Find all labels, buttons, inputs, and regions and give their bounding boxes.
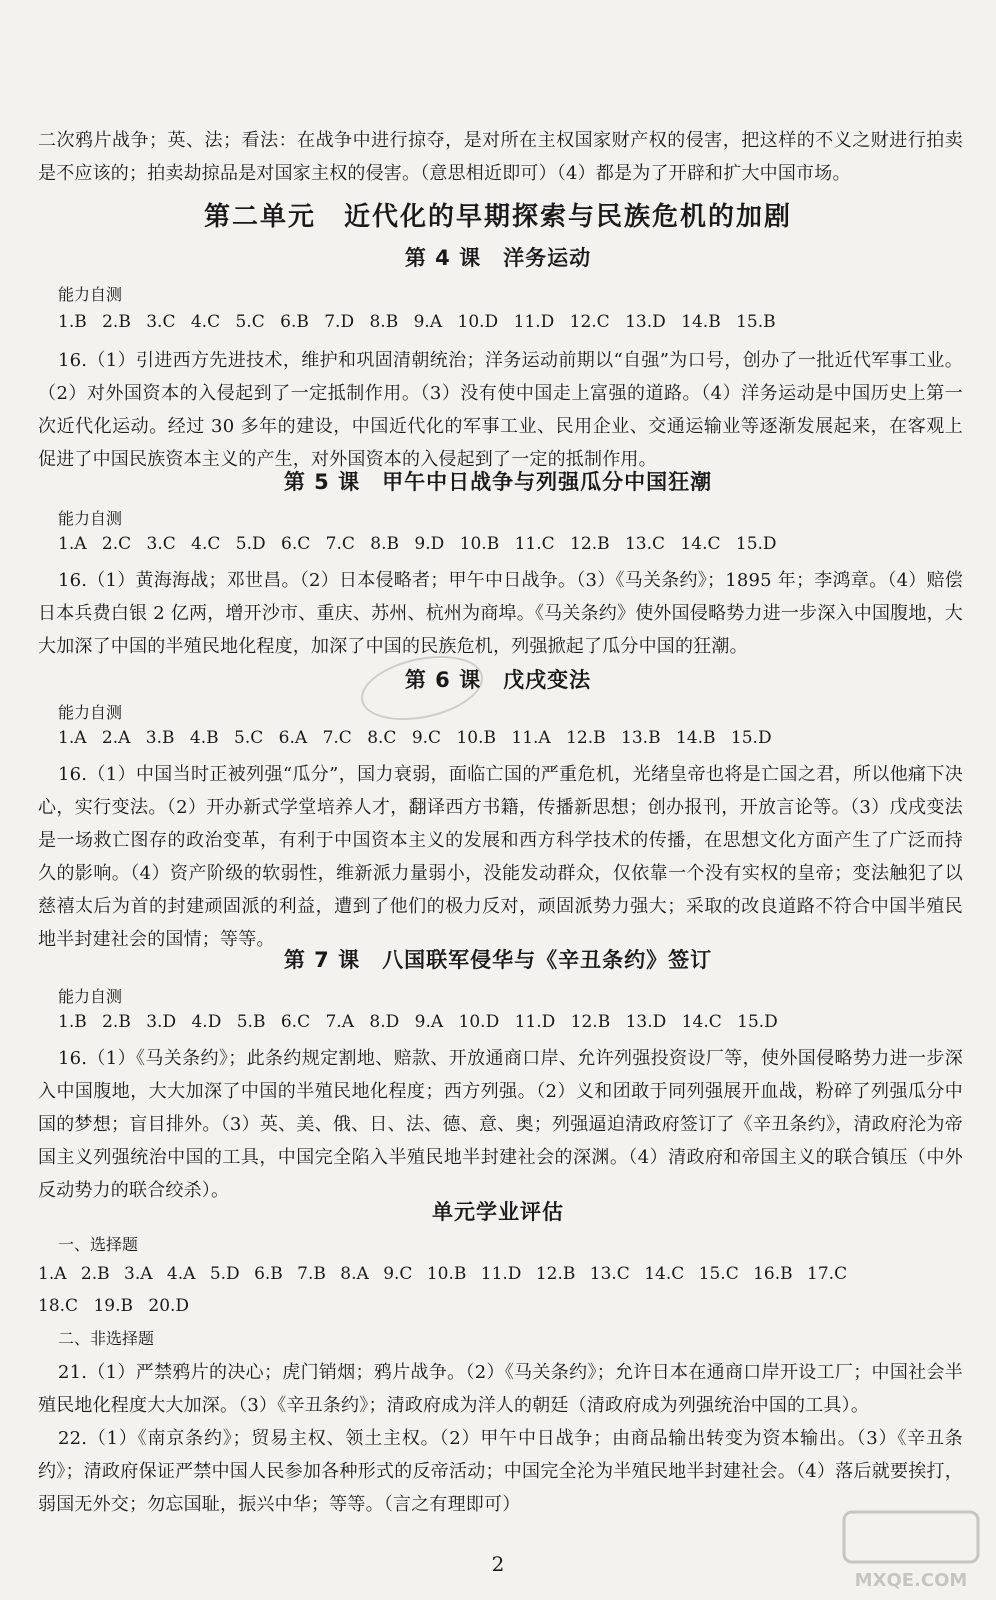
watermark-logo [836,1504,986,1594]
assessment-answers-line2: 18.C 19.B 20.D [38,1296,190,1316]
assessment-answers-line1: 1.A 2.B 3.A 4.A 5.D 6.B 7.B 8.A 9.C 10.B 11.D 12.B 13.C 14.C 15.C 16.B 17.C [38,1264,848,1284]
lesson7-subheading: 能力自测 [58,987,123,1006]
assessment-q21: 21.（1）严禁鸦片的决心；虎门销烟；鸦片战争。（2）《马关条约》；允许日本在通商口岸开设工厂；中国社会半殖民地化程度大大加深。（3）《辛丑条约》；清政府成为洋人的朝廷（清政府成为列强统治中国的工具）。 [38,1362,963,1416]
lesson4-title: 第 4 课 洋务运动 [404,246,592,270]
lesson5-subheading: 能力自测 [58,509,123,528]
lesson5-title: 第 5 课 甲午中日战争与列强瓜分中国狂潮 [283,470,713,494]
intro-paragraph: 二次鸦片战争；英、法；看法：在战争中进行掠夺，是对所在主权国家财产权的侵害，把这样的不义之财进行拍卖是不应该的；拍卖劫掠品是对国家主权的侵害。（意思相近即可）（4）都是为了开辟和扩大中国市场。 [38,130,963,184]
lesson4-subheading: 能力自测 [58,285,123,304]
assessment-q22: 22.（1）《南京条约》；贸易主权、领土主权。（2）甲午中日战争；由商品输出转变为资本输出。（3）《辛丑条约》；清政府保证严禁中国人民参加各种形式的反帝活动；中国完全沦为半殖民地半封建社会。（4）落后就要挨打，弱国无外交；勿忘国耻，振兴中华；等等。（言之有理即可） [38,1428,963,1515]
watermark-text: MXQE.COM [854,1570,968,1591]
lesson7-title: 第 7 课 八国联军侵华与《辛丑条约》签订 [283,948,713,972]
lesson6-q16: 16.（1）中国当时正被列强“瓜分”，国力衰弱，面临亡国的严重危机，光绪皇帝也将是亡国之君，所以他痛下决心，实行变法。（2）开办新式学堂培养人才，翻译西方书籍，传播新思想；创办报刊，开放言论等。（3）戊戌变法是一场救亡图存的政治变革，有利于中国资本主义的发展和西方科学技术的传播，在思想文化方面产生了广泛而持久的影响。（4）资产阶级的软弱性，维新派力量弱小，没能发动群众，仅依靠一个没有实权的皇帝；变法触犯了以慈禧太后为首的封建顽固派的利益，遭到了他们的极力反对，顽固派势力强大；采取的改良道路不符合中国半殖民地半封建社会的国情；等等。 [38,764,963,950]
lesson5-q16: 16.（1）黄海海战；邓世昌。（2）日本侵略者；甲午中日战争。（3）《马关条约》；1895 年；李鸿章。（4）赔偿日本兵费白银 2 亿两，增开沙市、重庆、苏州、杭州为商埠。《马关条约》使外国侵略势力进一步深入中国腹地，大大加深了中国的半殖民地化程度，加深了中国的民族危机，列强掀起了瓜分中国的狂潮。 [38,570,963,657]
lesson6-subheading: 能力自测 [58,703,123,722]
assessment-title: 单元学业评估 [432,1200,564,1224]
lesson4-q16: 16.（1）引进西方先进技术，维护和巩固清朝统治；洋务运动前期以“自强”为口号，创办了一批近代军事工业。（2）对外国资本的入侵起到了一定抵制作用。（3）没有使中国走上富强的道路。（4）洋务运动是中国历史上第一次近代化运动。经过 30 多年的建设，中国近代化的军事工业、民用企业、交通运输业等逐渐发展起来，在客观上促进了中国民族资本主义的产生，对外国资本的入侵起到了一定的抵制作用。 [38,350,963,470]
page-number: 2 [491,1552,505,1576]
lesson5-answers: 1.A 2.C 3.C 4.C 5.D 6.C 7.C 8.B 9.D 10.B 11.C 12.B 13.C 14.C 15.D [58,534,777,554]
lesson7-q16: 16.（1）《马关条约》；此条约规定割地、赔款、开放通商口岸、允许列强投资设厂等，使外国侵略势力进一步深入中国腹地，大大加深了中国的半殖民地化程度；西方列强。（2）义和团敢于同列强展开血战，粉碎了列强瓜分中国的梦想；盲目排外。（3）英、美、俄、日、法、德、意、奥；列强逼迫清政府签订了《辛丑条约》，清政府沦为帝国主义列强统治中国的工具，中国完全陷入半殖民地半封建社会的深渊。（4）清政府和帝国主义的联合镇压（中外反动势力的联合绞杀）。 [38,1048,963,1201]
section2-heading: 二、非选择题 [58,1329,155,1348]
section1-heading: 一、选择题 [58,1235,139,1254]
lesson7-answers: 1.B 2.B 3.D 4.D 5.B 6.C 7.A 8.D 9.A 10.D 11.D 12.B 13.D 14.C 15.D [58,1012,778,1032]
unit-title: 第二单元 近代化的早期探索与民族危机的加剧 [203,202,792,232]
lesson6-answers: 1.A 2.A 3.B 4.B 5.C 6.A 7.C 8.C 9.C 10.B 11.A 12.B 13.B 14.B 15.D [58,728,772,748]
lesson6-title: 第 6 课 戊戌变法 [404,668,592,692]
lesson4-answers: 1.B 2.B 3.C 4.C 5.C 6.B 7.D 8.B 9.A 10.D 11.D 12.C 13.D 14.B 15.B [58,312,776,332]
